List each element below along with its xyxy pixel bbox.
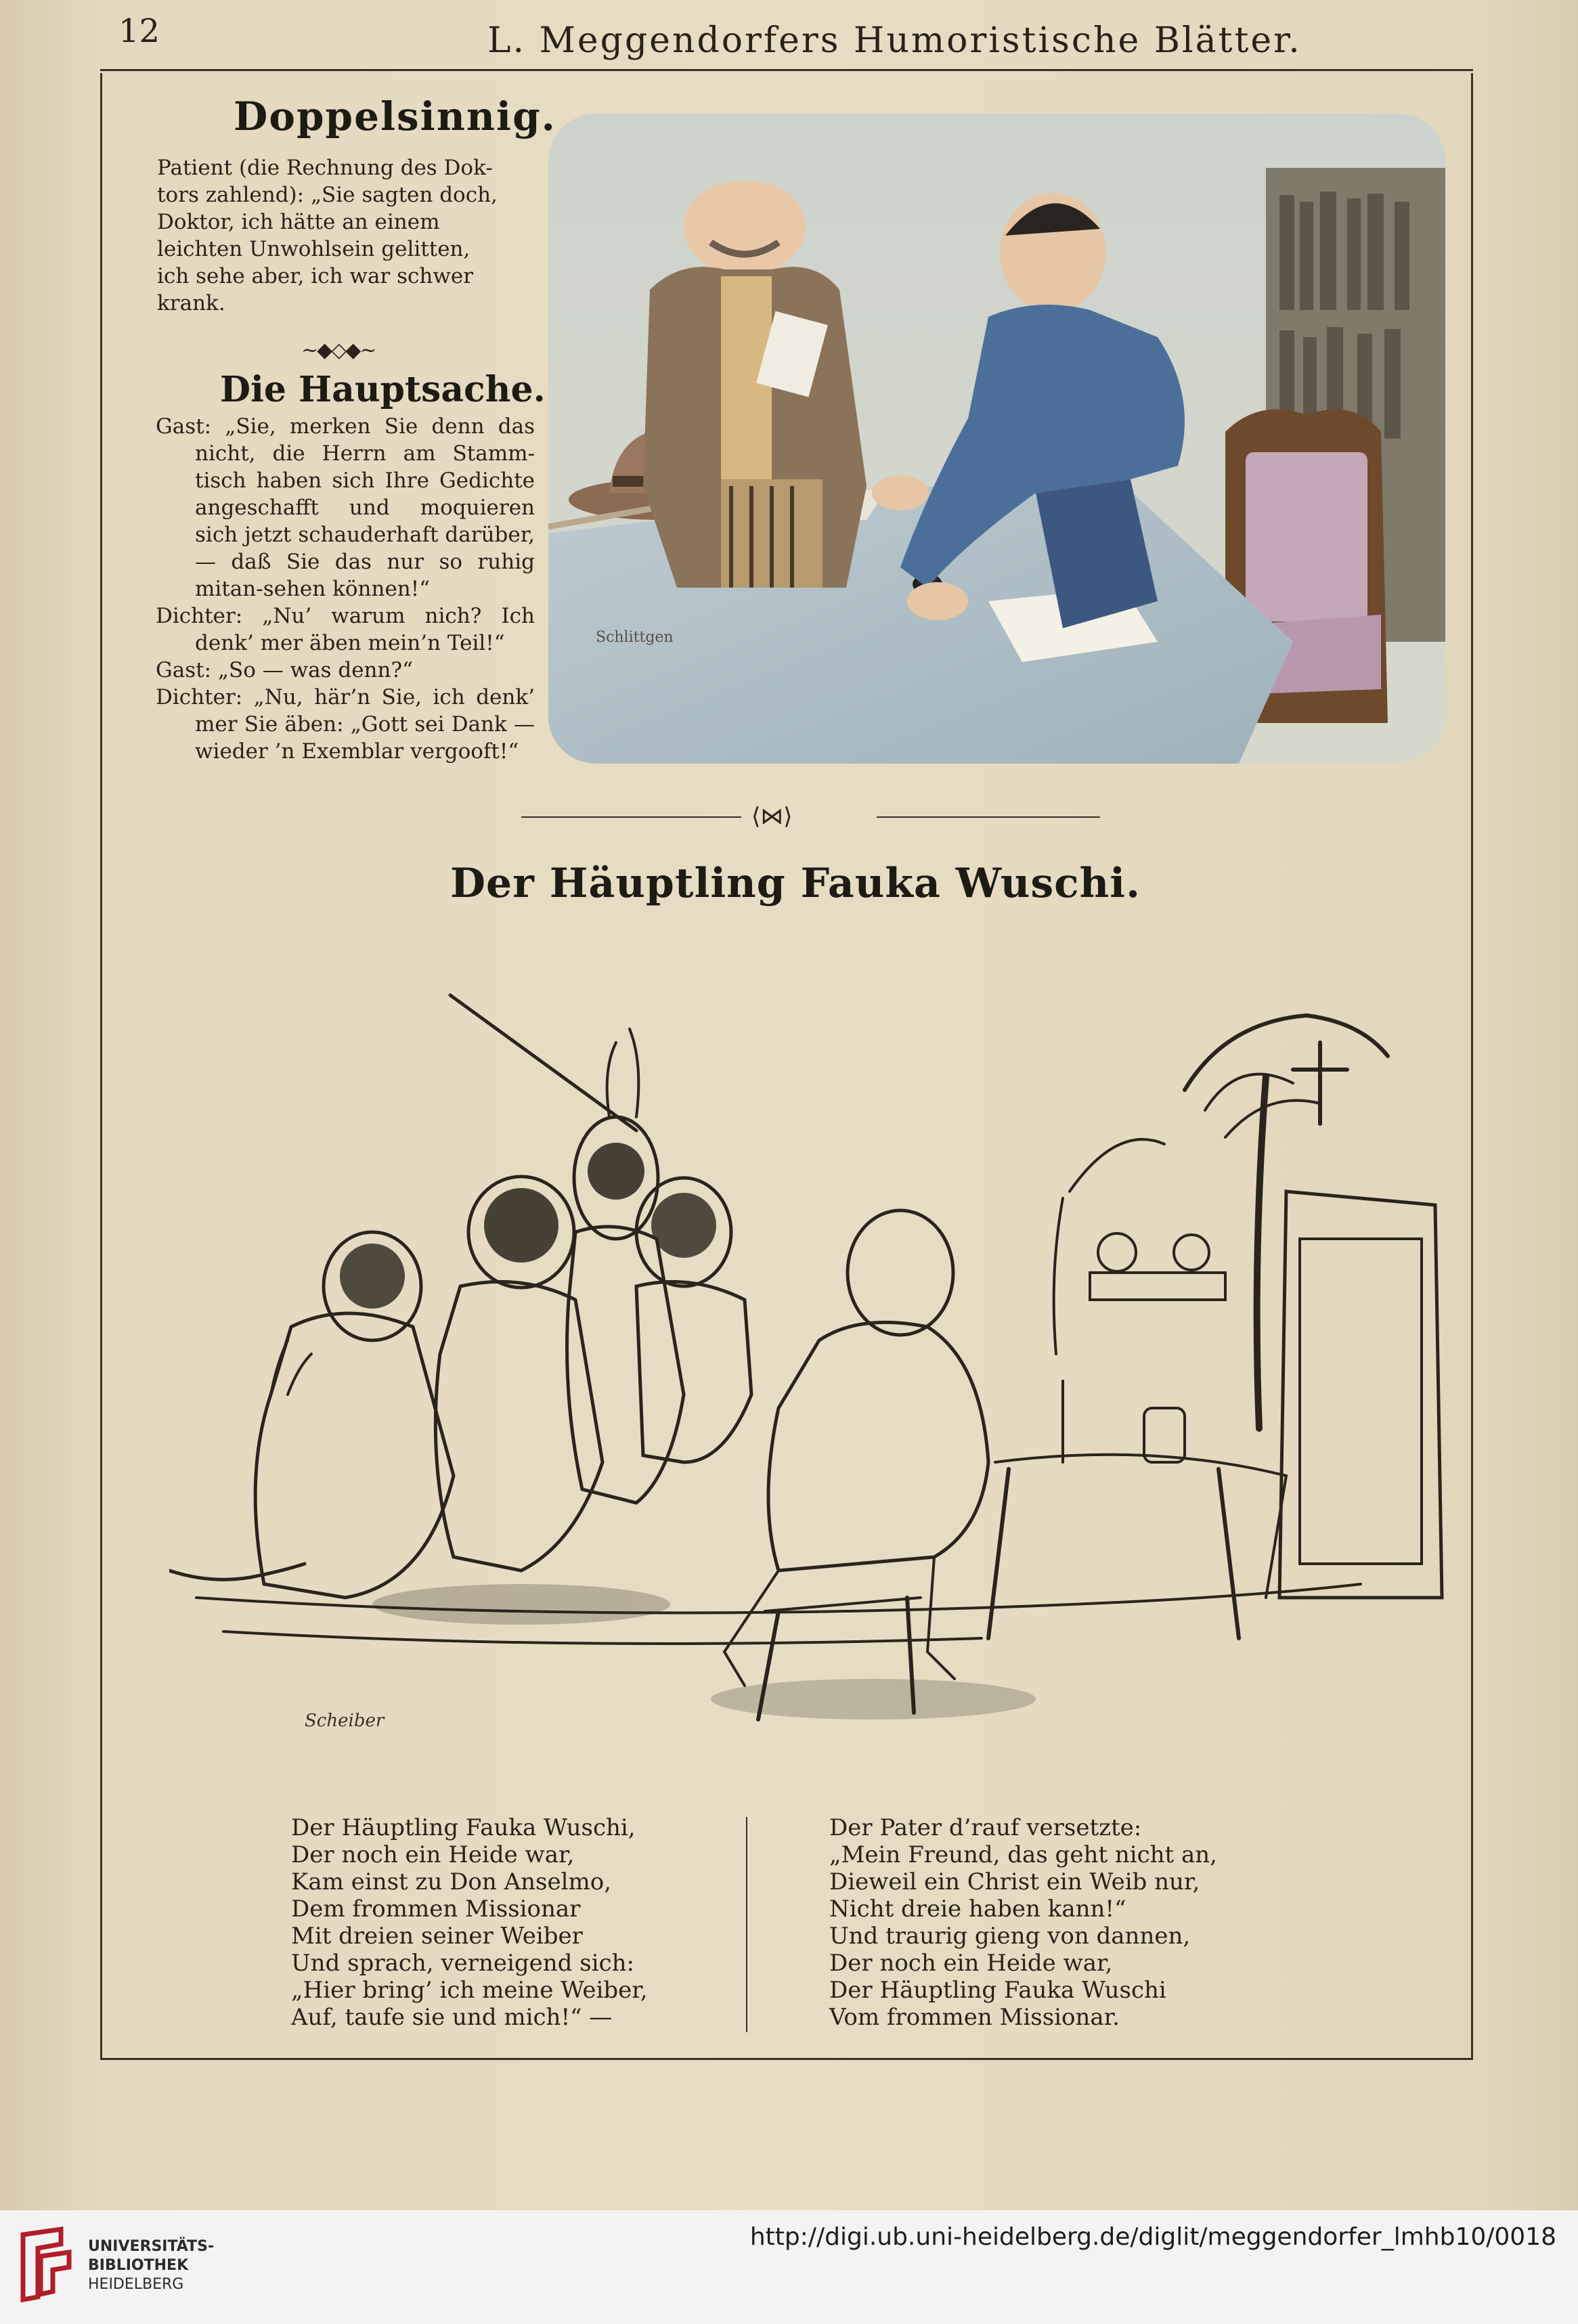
poem-line: Dem frommen Missionar bbox=[291, 1895, 581, 1923]
poem-line: „Hier bring’ ich meine Weiber, bbox=[291, 1977, 648, 2004]
doctor-patient-illustration bbox=[548, 114, 1445, 764]
joke2-text bbox=[156, 413, 535, 765]
chief-missionary-drawing bbox=[169, 921, 1449, 1780]
running-title: L. Meggendorfers Humoristische Blätter. bbox=[487, 20, 1302, 61]
poem-line: Dieweil ein Christ ein Weib nur, bbox=[829, 1868, 1200, 1895]
poem-line: Der Pater d’rauf versetzte: bbox=[829, 1814, 1142, 1841]
illustration1-signature: Schlittgen bbox=[596, 629, 674, 646]
joke1-line: tors zahlend): „Sie sagten doch, bbox=[157, 183, 498, 207]
joke1-line: leichten Unwohlsein gelitten, bbox=[157, 237, 470, 261]
joke2-paragraph: Dichter: „Nu, här’n Sie, ich denk’ mer Sie äben: „Gott sei Dank — wieder ’n Exemblar vergooft!“ bbox=[156, 685, 535, 764]
poem-line: Vom frommen Missionar. bbox=[829, 2004, 1120, 2031]
poem-line: Der Häuptling Fauka Wuschi bbox=[829, 1977, 1166, 2004]
poem-line: Nicht dreie haben kann!“ bbox=[829, 1895, 1126, 1923]
library-line: UNIVERSITÄTS- bbox=[88, 2238, 215, 2255]
library-line: BIBLIOTHEK bbox=[88, 2257, 189, 2274]
poem-line: Der noch ein Heide war, bbox=[829, 1950, 1113, 1977]
joke1-line: krank. bbox=[157, 291, 225, 315]
poem-line: Mit dreien seiner Weiber bbox=[291, 1923, 583, 1950]
joke1-title: Doppelsinnig. bbox=[234, 93, 556, 139]
poem-column-rule bbox=[746, 1817, 747, 2032]
joke2-title: Die Hauptsache. bbox=[220, 369, 546, 410]
poem-left-stanza bbox=[291, 1814, 648, 2031]
divider-rule-right bbox=[877, 816, 1100, 818]
small-ornament: ~◆◇◆~ bbox=[301, 338, 376, 362]
poem-line: Und sprach, verneigend sich: bbox=[291, 1950, 634, 1977]
permalink-url[interactable]: http://digi.ub.uni-heidelberg.de/diglit/meggendorfer_lmhb10/0018 bbox=[749, 2223, 1556, 2251]
joke1-line: Patient (die Rechnung des Dok- bbox=[157, 156, 493, 180]
center-ornament: ⟨⋈⟩ bbox=[751, 803, 793, 830]
header-rule bbox=[100, 69, 1473, 71]
joke1-text bbox=[157, 154, 528, 317]
poem-line: Auf, taufe sie und mich!“ — bbox=[291, 2004, 613, 2031]
library-line: HEIDELBERG bbox=[88, 2276, 184, 2293]
joke2-paragraph: Dichter: „Nu’ warum nich? Ich denk’ mer äben mein’n Teil!“ bbox=[156, 604, 535, 655]
poem-line: Und traurig gieng von dannen, bbox=[829, 1923, 1191, 1950]
divider-rule-left bbox=[521, 816, 741, 818]
poem-line: Der noch ein Heide war, bbox=[291, 1841, 575, 1868]
joke1-line: Doktor, ich hätte an einem bbox=[157, 210, 440, 234]
chief-missionary-illustration bbox=[169, 921, 1449, 1780]
illustration2-signature: Scheiber bbox=[305, 1711, 385, 1731]
poem-right-stanza bbox=[829, 1814, 1217, 2031]
doctor-patient-drawing bbox=[548, 114, 1445, 764]
joke2-paragraph: Gast: „Sie, merken Sie denn das nicht, die Herrn am Stamm-tisch haben sich Ihre Gedichte angeschafft und moquieren sich jetzt schauderhaft darüber, — daß Sie das nur so ruhig mitan-sehen können!“ bbox=[156, 414, 535, 601]
poem-line: Der Häuptling Fauka Wuschi, bbox=[291, 1814, 636, 1841]
joke2-paragraph: Gast: „So — was denn?“ bbox=[156, 658, 413, 682]
joke1-line: ich sehe aber, ich war schwer bbox=[157, 264, 474, 288]
page-number: 12 bbox=[118, 12, 160, 50]
university-logo-icon bbox=[16, 2225, 79, 2305]
poem-line: Kam einst zu Don Anselmo, bbox=[291, 1868, 611, 1895]
poem-line: „Mein Freund, das geht nicht an, bbox=[829, 1841, 1217, 1868]
library-name bbox=[88, 2237, 214, 2294]
poem-title: Der Häuptling Fauka Wuschi. bbox=[450, 860, 1141, 907]
